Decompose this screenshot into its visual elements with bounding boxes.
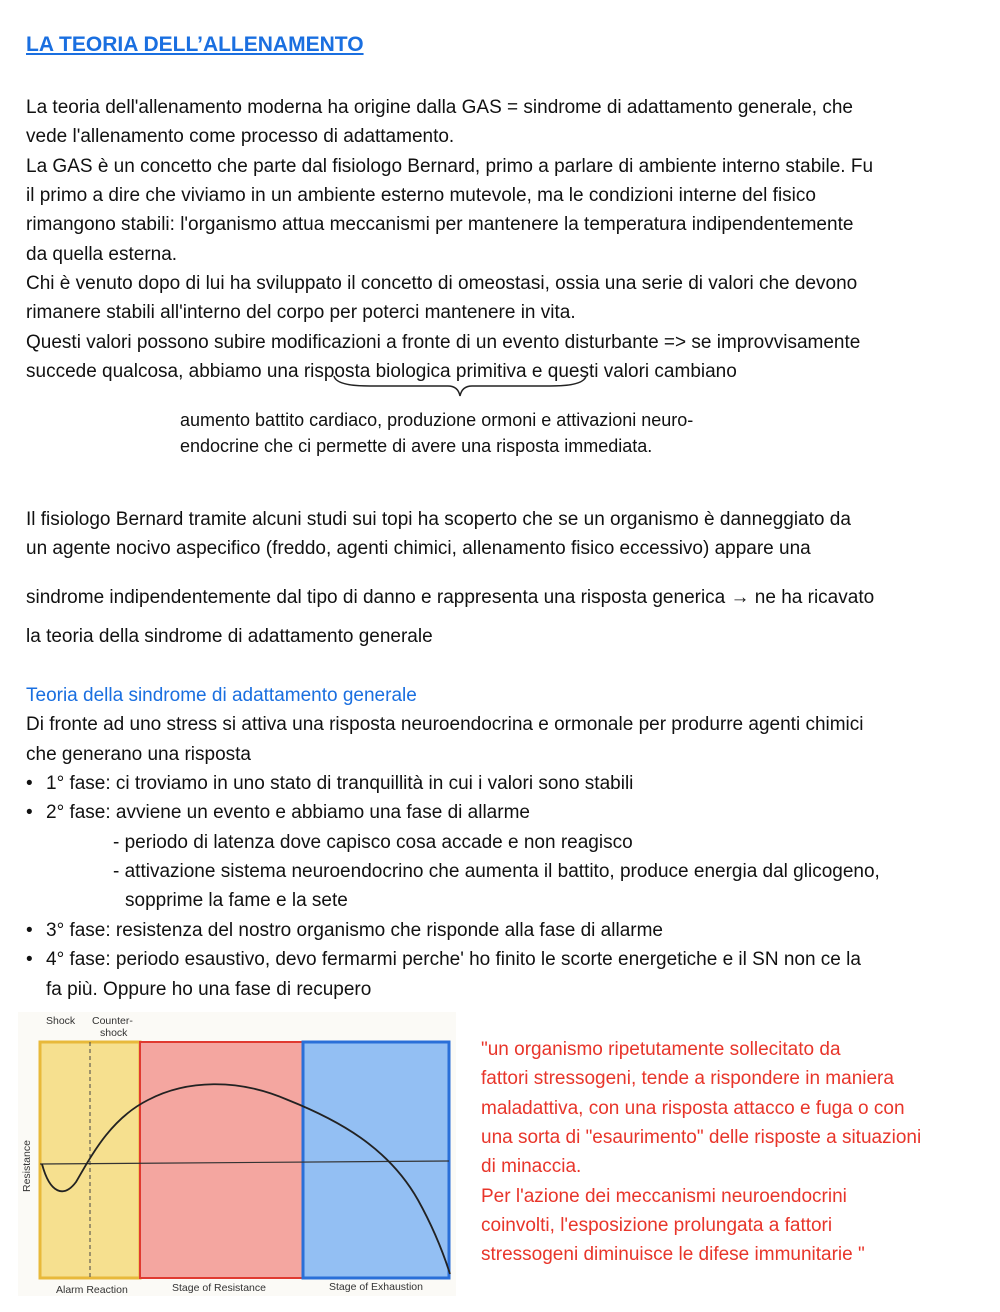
intro-line-1: La teoria dell'allenamento moderna ha origine dalla GAS = sindrome di adattamento generale, che (26, 97, 853, 118)
quote-line-7: coinvolti, l'esposizione prolungata a fattori (481, 1215, 833, 1236)
bernard-line-1: Il fisiologo Bernard tramite alcuni studi sui topi ha scoperto che se un organismo è danneggiato da (26, 509, 851, 530)
sub-item-2-cont: sopprime la fame e la sete (125, 890, 348, 911)
intro-line-4: il primo a dire che viviamo in un ambiente esterno mutevole, ma le condizioni interne del fisico (26, 185, 816, 206)
page-title: LA TEORIA DELL’ALLENAMENTO (26, 33, 364, 56)
list-item-cont: fa più. Oppure ho una fase di recupero (46, 979, 372, 1000)
quote-line-2: fattori stressogeni, tende a rispondere in maniera (481, 1068, 894, 1089)
section-line-1: Di fronte ad uno stress si attiva una risposta neuroendocrina e ormonale per produrre agenti chimici (26, 714, 864, 735)
sub-item-2: - attivazione sistema neuroendocrino che aumenta il battito, produce energia dal glicogeno, (113, 861, 880, 882)
list-item (26, 769, 633, 798)
sub-item-1: - periodo di latenza dove capisco cosa accade e non reagisco (113, 832, 633, 853)
note-line-1: aumento battito cardiaco, produzione ormoni e attivazioni neuro- (180, 410, 694, 430)
bullet-text: 4° fase: periodo esaustivo, devo fermarmi perche' ho finito le scorte energetiche e il SN non ce la (46, 949, 861, 970)
label-resistance: Stage of Resistance (172, 1282, 266, 1294)
note-line-2: endocrine che ci permette di avere una risposta immediata. (180, 436, 653, 456)
highlight-phrase: risposta biologica primitiva (303, 361, 527, 382)
section-heading: Teoria della sindrome di adattamento generale (26, 685, 417, 706)
bernard-line-4: la teoria della sindrome di adattamento generale (26, 626, 433, 647)
list-item (26, 798, 530, 827)
label-exhaustion: Stage of Exhaustion (329, 1281, 423, 1293)
intro-text-a: succede qualcosa, abbiamo una (26, 361, 304, 382)
quote-line-8: stressogeni diminuisce le difese immunitarie " (481, 1244, 865, 1265)
intro-line-9: Questi valori possono subire modificazioni a fronte di un evento disturbante => se improvvisamente (26, 332, 861, 353)
quote-line-1: "un organismo ripetutamente sollecitato da (481, 1039, 841, 1060)
intro-text-c: e questi valori cambiano (526, 361, 737, 382)
curly-brace (330, 370, 590, 400)
section-line-2: che generano una risposta (26, 744, 251, 765)
bullet-mark: • (26, 949, 33, 970)
quote-line-4: una sorta di "esaurimento" delle risposte a situazioni (481, 1127, 922, 1148)
bullet-text: 3° fase: resistenza del nostro organismo che risponde alla fase di allarme (46, 920, 663, 941)
y-axis-label: Resistance (21, 1140, 33, 1192)
quote-line-3: maladattiva, con una risposta attacco e fuga o con (481, 1098, 905, 1119)
quote-line-6: Per l'azione dei meccanismi neuroendocrini (481, 1186, 847, 1207)
intro-line-5: rimangono stabili: l'organismo attua meccanismi per mantenere la temperatura indipendentemente (26, 214, 854, 235)
gas-diagram (18, 1012, 456, 1296)
bullet-mark: • (26, 802, 33, 823)
label-countershock-2: shock (100, 1027, 128, 1039)
list-item (26, 945, 861, 974)
label-countershock-1: Counter- (92, 1015, 133, 1027)
bullet-text: 1° fase: ci troviamo in uno stato di tranquillità in cui i valori sono stabili (46, 773, 634, 794)
intro-line-6: da quella esterna. (26, 244, 178, 265)
exhaustion-zone (303, 1042, 449, 1278)
quote-line-5: di minaccia. (481, 1156, 582, 1177)
intro-line-3: La GAS è un concetto che parte dal fisiologo Bernard, primo a parlare di ambiente interno stabile. Fu (26, 156, 874, 177)
resistance-zone (140, 1042, 303, 1278)
bullet-mark: • (26, 773, 33, 794)
list-item (26, 916, 663, 945)
intro-line-8: rimanere stabili all'interno del corpo per poterci mantenere in vita. (26, 302, 576, 323)
label-shock: Shock (46, 1015, 76, 1027)
bernard-line-2: un agente nocivo aspecifico (freddo, agenti chimici, allenamento fisico eccessivo) appare una (26, 538, 811, 559)
intro-line-2: vede l'allenamento come processo di adattamento. (26, 126, 455, 147)
label-alarm: Alarm Reaction (56, 1284, 128, 1296)
intro-line-7: Chi è venuto dopo di lui ha sviluppato il concetto di omeostasi, ossia una serie di valori che devono (26, 273, 858, 294)
bullet-mark: • (26, 920, 33, 941)
bernard-line-3: sindrome indipendentemente dal tipo di danno e rappresenta una risposta generica → ne ha ricavato (26, 587, 875, 608)
bullet-text: 2° fase: avviene un evento e abbiamo una fase di allarme (46, 802, 530, 823)
